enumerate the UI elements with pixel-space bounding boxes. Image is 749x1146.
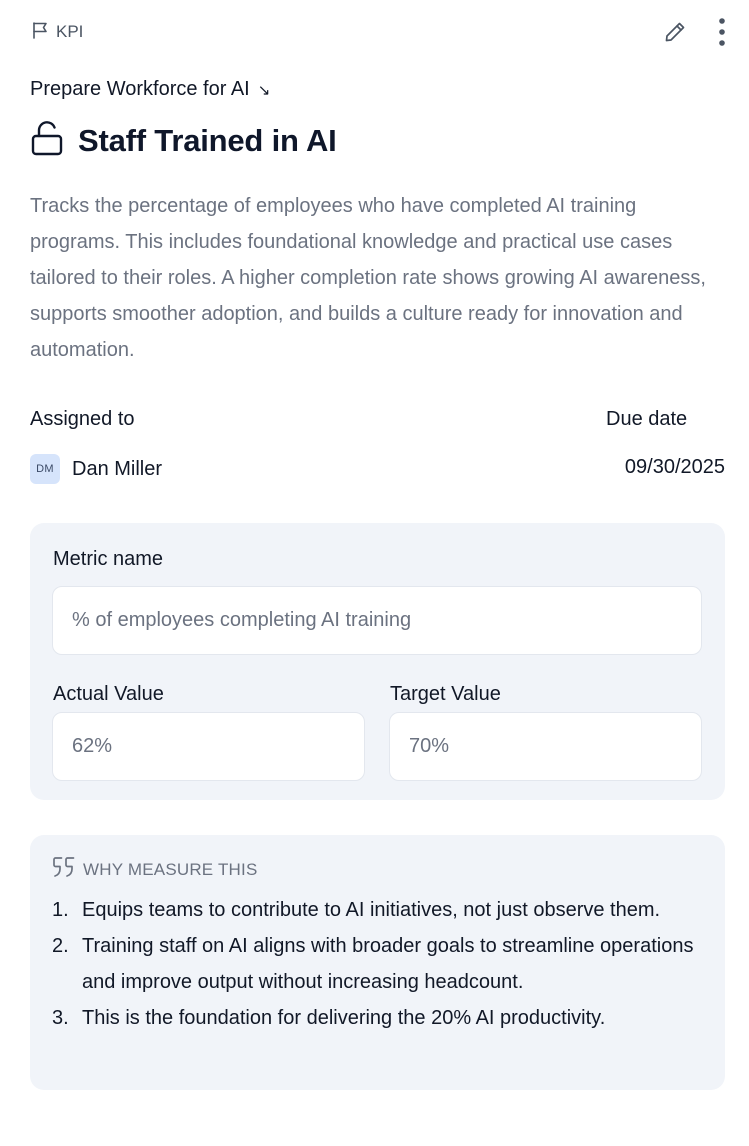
target-value-field[interactable]: 70% bbox=[389, 712, 702, 781]
why-measure-card bbox=[30, 835, 725, 1090]
list-item-number: 1. bbox=[52, 899, 69, 921]
metric-name-field[interactable]: % of employees completing AI training bbox=[52, 586, 702, 655]
list-item-number: 3. bbox=[52, 1007, 69, 1029]
unlock-icon bbox=[30, 120, 64, 161]
list-item-text: Equips teams to contribute to AI initiatives, not just observe them. bbox=[82, 899, 661, 921]
arrow-down-right-icon: ↘ bbox=[257, 82, 271, 99]
list-item-number: 2. bbox=[52, 935, 69, 957]
parent-objective-link[interactable] bbox=[30, 78, 270, 101]
kpi-title-row bbox=[30, 120, 337, 161]
more-vertical-icon bbox=[717, 17, 727, 47]
more-options-button[interactable] bbox=[717, 17, 727, 47]
due-date-value[interactable]: 09/30/2025 bbox=[624, 456, 725, 478]
quote-icon bbox=[52, 856, 76, 883]
parent-objective-label: Prepare Workforce for AI bbox=[30, 78, 250, 100]
pencil-icon bbox=[663, 20, 687, 44]
list-item-text: Training staff on AI aligns with broader goals to streamline operations and improve output without increasing headcount. bbox=[82, 935, 694, 993]
why-measure-list bbox=[52, 892, 712, 1036]
assigned-to-label: Assigned to bbox=[30, 408, 135, 430]
actual-value-field[interactable]: 62% bbox=[52, 712, 365, 781]
why-measure-title: WHY MEASURE THIS bbox=[83, 859, 258, 879]
due-date-label: Due date bbox=[606, 408, 688, 430]
list-item bbox=[52, 892, 712, 928]
assignee-name: Dan Miller bbox=[72, 457, 163, 480]
list-item bbox=[52, 1000, 712, 1036]
why-measure-header bbox=[52, 856, 258, 883]
page-title: Staff Trained in AI bbox=[78, 122, 337, 158]
flag-icon bbox=[30, 20, 50, 45]
edit-button[interactable] bbox=[663, 20, 687, 44]
list-item-text: This is the foundation for delivering the 20% AI productivity. bbox=[82, 1007, 606, 1029]
actual-value-label: Actual Value bbox=[53, 683, 164, 705]
kpi-description: Tracks the percentage of employees who have completed AI training programs. This includes foundational knowledge and practical use cases tailored to their roles. A higher completion rate shows growing AI awareness, supports smoother adoption, and builds a culture ready for innovation and automation. bbox=[30, 195, 706, 361]
header-actions bbox=[663, 17, 727, 47]
list-item bbox=[52, 928, 712, 1000]
kpi-tag-label: KPI bbox=[56, 22, 84, 41]
metric-name-label: Metric name bbox=[53, 548, 164, 570]
avatar: DM bbox=[30, 454, 60, 484]
target-value-label: Target Value bbox=[390, 683, 501, 705]
kpi-tag bbox=[30, 20, 83, 45]
metric-card bbox=[30, 523, 725, 800]
assignee[interactable] bbox=[30, 454, 162, 484]
top-bar bbox=[30, 17, 727, 47]
